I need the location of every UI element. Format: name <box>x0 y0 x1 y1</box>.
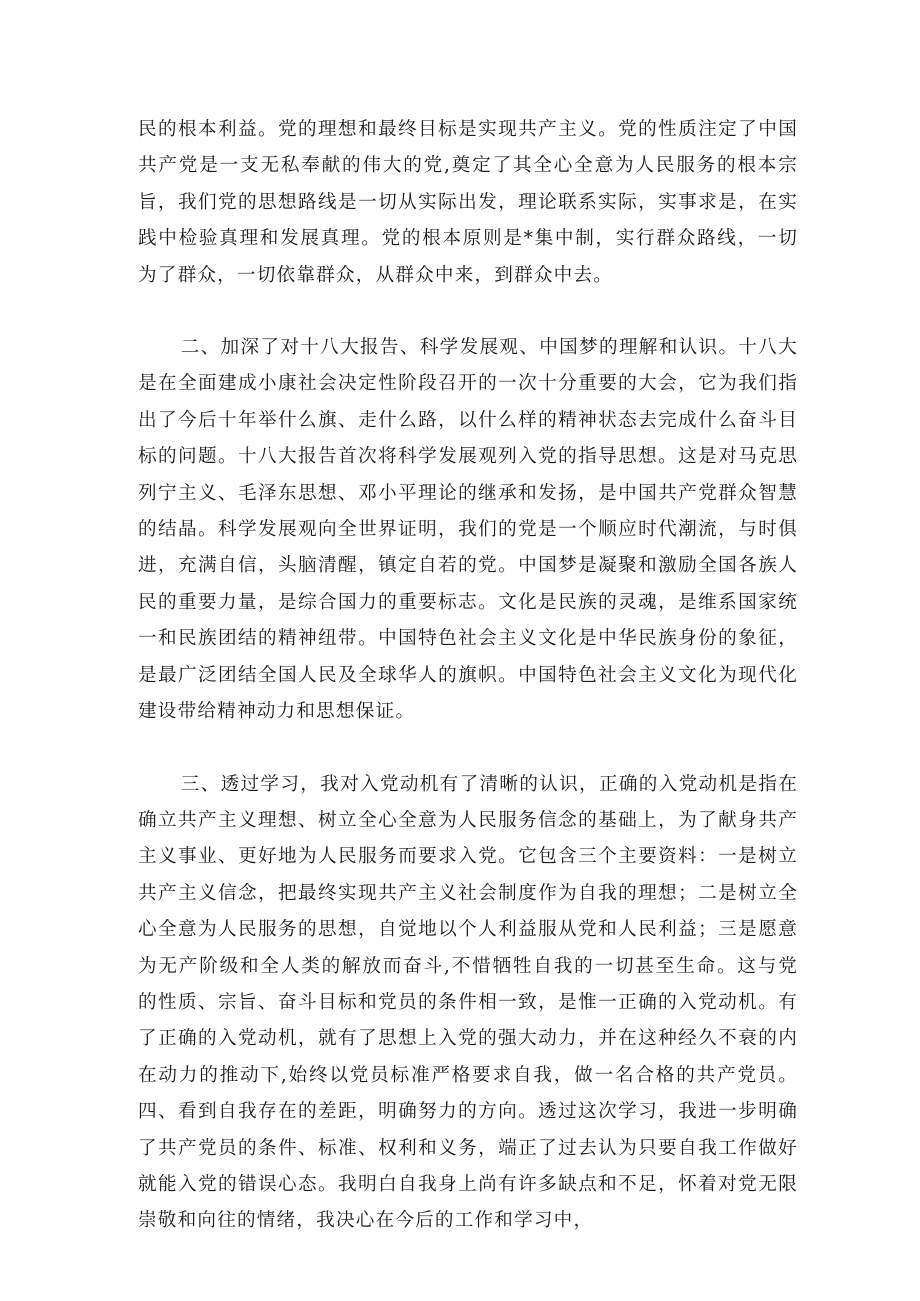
paragraph-1: 民的根本利益。党的理想和最终目标是实现共产主义。党的性质注定了中国共产党是一支无私奉献的伟大的党,奠定了其全心全意为人民服务的根本宗旨，我们党的思想路线是一切从实际出发，理论联系实际，实事求是，在实践中检验真理和发展真理。党的根本原则是*集中制，实行群众路线，一切为了群众，一切依靠群众，从群众中来，到群众中去。 <box>138 119 798 286</box>
paragraph-2: 二、加深了对十八大报告、科学发展观、中国梦的理解和认识。十八大是在全面建成小康社会决定性阶段召开的一次十分重要的大会，它为我们指出了今后十年举什么旗、走什么路，以什么样的精神状态去完成什么奋斗目标的问题。十八大报告首次将科学发展观列入党的指导思想。这是对马克思列宁主义、毛泽东思想、邓小平理论的继承和发扬，是中国共产党群众智慧的结晶。科学发展观向全世界证明，我们的党是一个顺应时代潮流，与时俱进，充满自信，头脑清醒，镇定自若的党。中国梦是凝聚和激励全国各族人民的重要力量，是综合国力的重要标志。文化是民族的灵魂，是维系国家统一和民族团结的精神纽带。中国特色社会主义文化是中华民族身份的象征，是最广泛团结全国人民及全球华人的旗帜。中国特色社会主义文化为现代化建设带给精神动力和思想保证。 <box>138 337 798 723</box>
document-body <box>138 112 798 1240</box>
paragraph-3: 三、透过学习，我对入党动机有了清晰的认识，正确的入党动机是指在确立共产主义理想、树立全心全意为人民服务信念的基础上，为了献身共产主义事业、更好地为人民服务而要求入党。它包含三个主要资料：一是树立共产主义信念，把最终实现共产主义社会制度作为自我的理想；二是树立全心全意为人民服务的思想，自觉地以个人利益服从党和人民利益；三是愿意为无产阶级和全人类的解放而奋斗,不惜牺牲自我的一切甚至生命。这与党的性质、宗旨、奋斗目标和党员的条件相一致，是惟一正确的入党动机。有了正确的入党动机，就有了思想上入党的强大动力，并在这种经久不衰的内在动力的推动下,始终以党员标准严格要求自我，做一名合格的共产党员。四、看到自我存在的差距，明确努力的方向。透过这次学习，我进一步明确了共产党员的条件、标准、权利和义务，端正了过去认为只要自我工作做好就能入党的错误心态。我明白自我身上尚有许多缺点和不足，怀着对党无限崇敬和向往的情绪，我决心在今后的工作和学习中， <box>138 773 798 1232</box>
